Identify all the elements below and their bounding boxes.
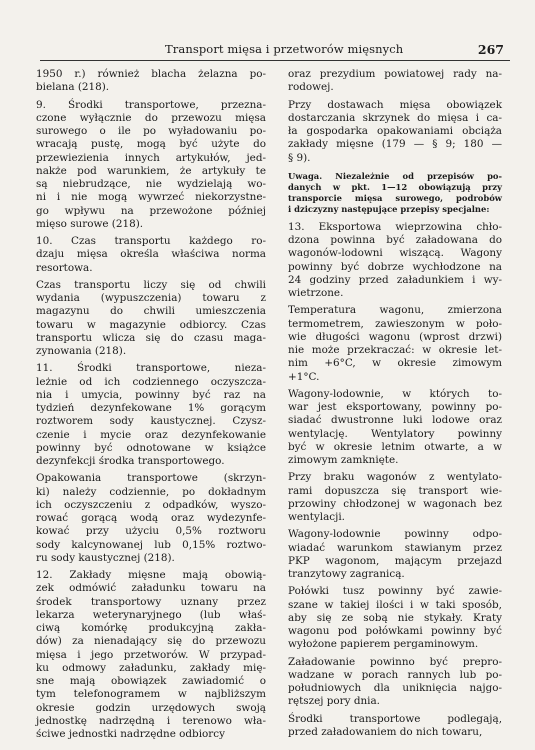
text-line: 11. Środki transportowe, nieza- [36, 362, 266, 375]
text-line: sody kalcynowanej lub 0,15% roztwo- [36, 538, 266, 551]
text-line: Opakowania transportowe (skrzyn- [36, 472, 266, 485]
text-line: surowego o ile po wyładowaniu po- [36, 125, 266, 137]
text-line: roztworem sody kaustycznej. Czysz- [36, 415, 266, 428]
text-line: wagonów-lodowni wiszącą. Wagony [288, 247, 502, 260]
text-line: Połówki tusz powinny być zawie- [288, 585, 502, 598]
paragraph [36, 472, 266, 565]
text-line: 10. Czas transportu każdego ro- [36, 235, 266, 247]
note-line: Uwaga. Niezależnie od przepisów po- [288, 170, 502, 181]
text-line: kować przy użyciu 0,5% roztworu [36, 525, 266, 538]
text-line: rodowej. [288, 81, 334, 94]
text-line: przewiezienia innych artykułów, jed- [36, 151, 266, 164]
text-line: leżnie od ich codziennego oczyszcza- [36, 375, 266, 388]
page-number: 267 [477, 42, 504, 57]
text-line: lekarza weterynaryjnego (lub właś- [36, 608, 266, 621]
text-line: dzaju mięsa określa właściwa norma [36, 248, 266, 261]
text-line: południowych dla uniknięcia najgo- [288, 682, 502, 694]
text-line: ła gospodarka opakowaniami obciąża [288, 125, 502, 137]
text-line: ru sody kaustycznej (218). [36, 551, 175, 564]
text-line: ku odmowy załadunku, zakłady mię- [36, 661, 266, 674]
text-line: okresie godzin urzędowych swoją [36, 701, 266, 714]
paragraph [288, 304, 502, 384]
right-column-bottom [288, 221, 502, 739]
text-line: zakłady mięsne (179 — § 9; 180 — [288, 138, 502, 151]
text-line: być w okresie letnim otwarte, a w [288, 440, 502, 453]
text-line: zynowania (218). [36, 345, 127, 357]
text-line: 13. Eksportowa wieprzowina chło- [288, 220, 502, 233]
paragraph [288, 471, 502, 524]
paragraph [288, 585, 502, 651]
running-header [40, 40, 510, 61]
text-line: aby się ze sobą nie stykały. Kraty [288, 611, 502, 624]
text-line: sne mają obowiązek zawiadomić o [36, 675, 266, 687]
text-line: go wpływu na przewożone później [36, 204, 266, 217]
paragraph [288, 99, 502, 165]
text-line: rętszej pory dnia. [288, 695, 380, 708]
text-line: Przy braku wagonów z wentylato- [288, 471, 502, 484]
text-line: wagonu pod połówkami powinny być [288, 625, 502, 637]
text-line: +1°C. [288, 370, 320, 383]
text-line: wadzane w porach rannych lub po- [288, 668, 502, 681]
text-line: mięso surowe (218). [36, 217, 144, 230]
paragraph [36, 279, 266, 359]
text-line: mięsa i jego przetworów. W przypad- [36, 648, 266, 661]
text-line: ściwe jednostki nadrzędne odbiorcy [36, 728, 225, 740]
text-line: nim +6°C, w okresie zimowym [288, 357, 502, 370]
text-line: powinny być dobrze wychłodzone na [288, 260, 502, 273]
text-line: Przy dostawach mięsa obowiązek [288, 98, 502, 111]
paragraph [36, 235, 266, 275]
text-line: oraz prezydium powiatowej rady na- [288, 68, 502, 80]
left-column [36, 68, 266, 745]
text-line: § 9). [288, 151, 311, 164]
text-line: Czas transportu liczy się od chwili [36, 278, 266, 291]
text-line: wydania (wypuszczenia) towaru z [36, 292, 266, 304]
text-line: przowiny chłodzonej w wagonach bez [288, 497, 502, 510]
text-line: zimowym zamknięte. [288, 454, 399, 466]
text-line: wyłożone papierem pergaminowym. [288, 638, 479, 651]
text-line: termometrem, zawieszonym w poło- [288, 317, 502, 330]
text-line: środek transportowy uznany przez [36, 595, 266, 608]
text-line: dów) za nienadający się do przewozu [36, 635, 266, 648]
text-line: powinny być odnotowane w książce [36, 441, 266, 454]
text-line: bielana (218). [36, 81, 110, 94]
text-line: PKP wagonom, mającym przejazd [288, 554, 502, 567]
text-line: szane w takiej ilości i w taki sposób, [288, 598, 502, 611]
text-line: Środki transportowe podlegają, [288, 712, 502, 725]
text-line: przed załadowaniem do nich towaru, [288, 725, 483, 738]
note-line: transporcie mięsa surowego, podrobów [288, 192, 502, 203]
text-line: czone wyłącznie do przewozu mięsa [36, 111, 266, 124]
text-line: nia i umycia, powinny być raz na [36, 388, 266, 401]
text-line: rami dopuszcza się transport wie- [288, 484, 502, 497]
text-line: tym telefonogramem w najbliższym [36, 688, 266, 701]
text-line: wentylacji. [288, 511, 345, 523]
note-line: danych w pkt. 1—12 obowiązują przy [288, 181, 502, 192]
right-column [288, 68, 502, 743]
text-line: nie może przekraczać: w okresie let- [288, 344, 502, 356]
paragraph [36, 99, 266, 232]
text-line: transportu wlicza się do czasu maga- [36, 331, 266, 344]
text-line: magazynu do chwili umieszczenia [36, 305, 266, 318]
text-line: Wagony-lodownie powinny odpo- [288, 528, 502, 541]
text-line: dezynfekcji środka transportowego. [36, 455, 225, 467]
paragraph [288, 388, 502, 468]
text-line: tydzień dezynfekowane 1% gorącym [36, 402, 266, 414]
text-line: wracają pustę, mogą być użyte do [36, 138, 266, 151]
paragraph [288, 221, 502, 301]
paragraph [288, 713, 502, 740]
text-line: 12. Zakłady mięsne mają obowią- [36, 569, 266, 581]
paragraph [36, 68, 266, 95]
text-line: Załadowanie powinno być prepro- [288, 655, 502, 668]
text-line: 24 godziny przed załadunkiem i wy- [288, 273, 502, 286]
header-title: Transport mięsa i przetworów mięsnych [165, 42, 404, 56]
text-line: Wagony-lodownie, w których to- [288, 387, 502, 400]
text-line: wietrzone. [288, 287, 344, 299]
text-line: wiadać warunkom stawianym przez [288, 541, 502, 554]
text-line: wentylację. Wentylatory powinny [288, 427, 502, 440]
text-line: siadać dwustronne luki lodowe oraz [288, 414, 502, 427]
text-line: resortowa. [36, 261, 93, 274]
text-line: 9. Środki transportowe, przezna- [36, 98, 266, 111]
text-line: są niebrudzące, nie wydzielają wo- [36, 178, 266, 190]
text-line: Temperatura wagonu, zmierzona [288, 304, 502, 317]
text-line: ich oczyszczeniu z odpadków, wyszo- [36, 498, 266, 511]
text-line: dzona powinna być załadowana do [288, 234, 502, 246]
text-line: war jest eksportowany, powinny po- [288, 401, 502, 413]
right-column-top [288, 68, 502, 165]
text-line: tranzytowy zagranicą. [288, 568, 405, 580]
text-line: ciwą komórkę produkcyjną zakła- [36, 622, 266, 634]
paragraph [288, 656, 502, 709]
text-line: rować gorącą wodą oraz wydezynfe- [36, 512, 266, 524]
paragraph [36, 362, 266, 468]
text-line: 1950 r.) również blacha żelazna po- [36, 68, 266, 80]
text-line: jednostkę nadrzędną i terenowo wła- [36, 714, 266, 727]
text-line: czenie i mycie oraz dezynfekowanie [36, 428, 266, 441]
text-line: wie długości wagonu (wprost drzwi) [288, 330, 502, 343]
note-paragraph [288, 171, 502, 215]
text-line: towaru w magazynie odbiorcy. Czas [36, 318, 266, 331]
text-line: ni i nie mogą wywrzeć niekorzystne- [36, 191, 266, 204]
paragraph [288, 528, 502, 581]
text-line: dostarczania skrzynek do mięsa i ca- [288, 111, 502, 124]
note-line: i dziczyzny następujące przepisy specjalne: [288, 203, 490, 214]
paragraph [36, 569, 266, 741]
text-line: ki) należy codziennie, po dokładnym [36, 485, 266, 498]
text-line: zek odmówić załadunku towaru na [36, 582, 266, 595]
text-line: nakże pod warunkiem, że artykuły te [36, 164, 266, 177]
paragraph [288, 68, 502, 95]
